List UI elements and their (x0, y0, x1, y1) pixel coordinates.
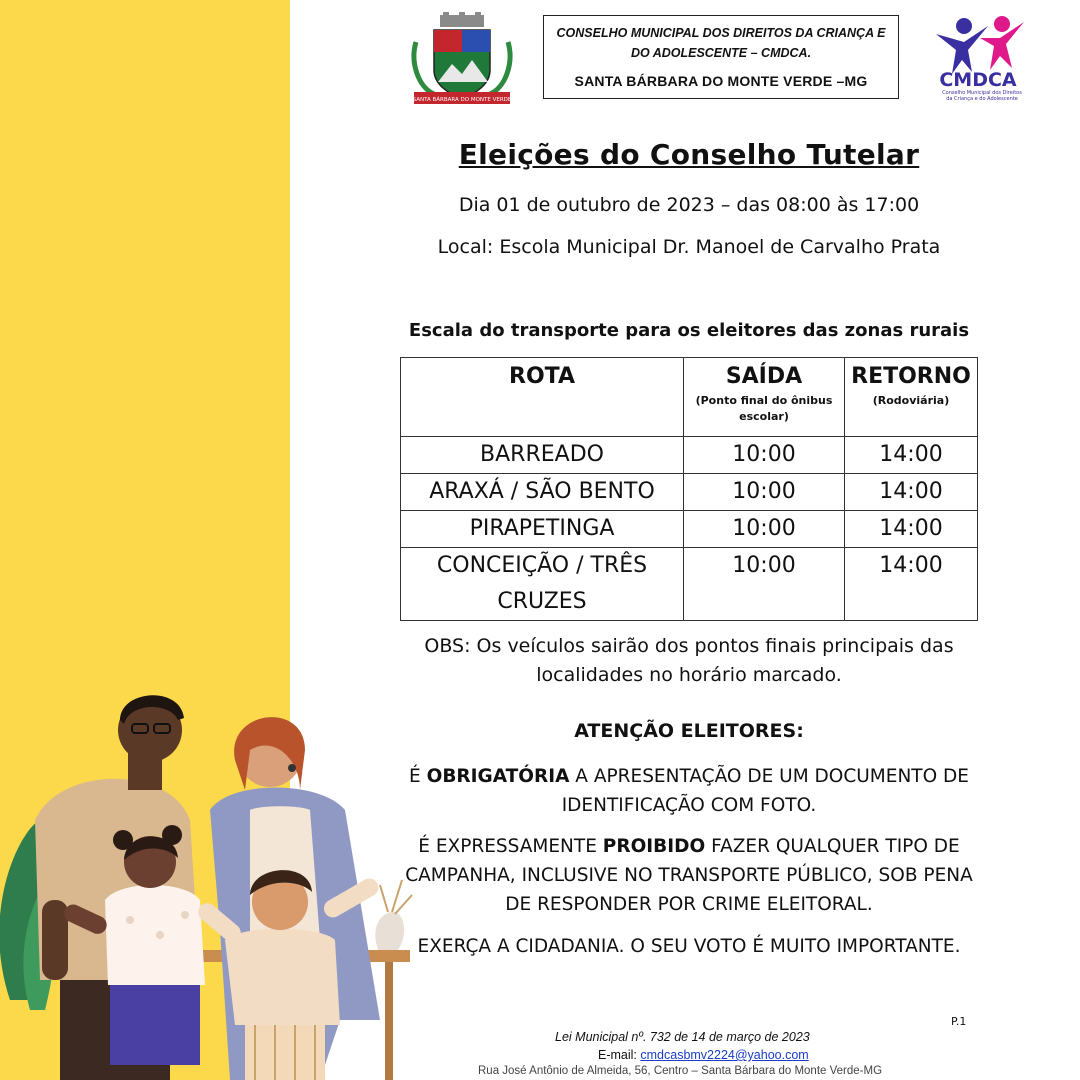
cmdca-logo-subtext-1: Conselho Municipal dos Direitos (942, 90, 1022, 96)
email-link[interactable]: cmdcasbmv2224@yahoo.com (640, 1048, 809, 1062)
header-rota (401, 358, 684, 437)
notice-2-bold: PROIBIDO (602, 836, 706, 857)
route-name: PIRAPETINGA (401, 511, 684, 548)
city-name: SANTA BÁRBARA DO MONTE VERDE –MG (574, 73, 868, 89)
election-date: Dia 01 de outubro de 2023 – das 08:00 às 17:00 (458, 194, 920, 216)
header-saida-sub: (Ponto final do ônibus escolar) (695, 394, 833, 423)
family-illustration (0, 680, 420, 1080)
header-retorno (845, 358, 978, 437)
departure-time: 10:00 (684, 548, 845, 621)
election-location: Local: Escola Municipal Dr. Manoel de Carvalho Prata (437, 236, 941, 258)
departure-time: 10:00 (684, 511, 845, 548)
table-row (401, 548, 978, 621)
table-row (401, 511, 978, 548)
attention-title: ATENÇÃO ELEITORES: (574, 720, 804, 742)
schedule-caption: Escala do transporte para os eleitores das zonas rurais (408, 320, 970, 341)
footer-email (598, 1048, 809, 1062)
page-title: Eleições do Conselho Tutelar (458, 138, 920, 171)
council-name (544, 23, 898, 63)
notice-2-pre: É EXPRESSAMENTE (418, 836, 603, 857)
return-time: 14:00 (845, 511, 978, 548)
campaign-prohibition-notice (400, 832, 978, 919)
email-label: E-mail: (598, 1048, 641, 1062)
cmdca-logo-text: CMDCA (939, 69, 1017, 91)
header-saida-label: SAÍDA (725, 364, 803, 389)
footer-address: Rua José Antônio de Almeida, 56, Centro – Santa Bárbara do Monte Verde-MG (478, 1065, 883, 1077)
page-number: P.1 (951, 1015, 967, 1028)
cmdca-logo-subtext-2: da Criança e do Adolescente (946, 96, 1018, 102)
header-rota-label: ROTA (509, 364, 575, 389)
id-document-notice (400, 762, 978, 820)
route-name: ARAXÁ / SÃO BENTO (401, 474, 684, 511)
table-row (401, 474, 978, 511)
transport-schedule-table (400, 357, 978, 621)
crest-ribbon-text: SANTA BÁRBARA DO MONTE VERDE (412, 97, 512, 103)
municipal-crest-icon (410, 12, 514, 108)
notice-1-bold: OBRIGATÓRIA (426, 766, 570, 787)
notice-1-post: A APRESENTAÇÃO DE UM DOCUMENTO DE IDENTIFICAÇÃO COM FOTO. (561, 766, 969, 816)
table-header-row (401, 358, 978, 437)
route-name: BARREADO (401, 437, 684, 474)
departure-time: 10:00 (684, 474, 845, 511)
notice-2-post: FAZER QUALQUER TIPO DE CAMPANHA, INCLUSIVE NO TRANSPORTE PÚBLICO, SOB PENA DE RESPONDER POR CRIME ELEITORAL. (405, 836, 973, 915)
header-saida (684, 358, 845, 437)
header-retorno-sub: (Rodoviária) (872, 394, 950, 407)
return-time: 14:00 (845, 548, 978, 621)
table-row (401, 437, 978, 474)
return-time: 14:00 (845, 474, 978, 511)
observation-note: OBS: Os veículos sairão dos pontos finais principais das localidades no horário marcado. (424, 635, 954, 686)
departure-time: 10:00 (684, 437, 845, 474)
header-retorno-label: RETORNO (851, 364, 971, 389)
notice-1-pre: É (409, 766, 427, 787)
footer-law: Lei Municipal nº. 732 de 14 de março de 2023 (555, 1030, 810, 1044)
citizenship-notice: EXERÇA A CIDADANIA. O SEU VOTO É MUITO IMPORTANTE. (417, 936, 961, 957)
council-name-line2: DO ADOLESCENTE – CMDCA. (630, 46, 812, 60)
cmdca-logo-icon (928, 12, 1028, 104)
route-name: CONCEIÇÃO / TRÊS CRUZES (401, 548, 684, 621)
council-header-box (543, 15, 899, 99)
return-time: 14:00 (845, 437, 978, 474)
council-name-line1: CONSELHO MUNICIPAL DOS DIREITOS DA CRIANÇA E (556, 26, 886, 40)
